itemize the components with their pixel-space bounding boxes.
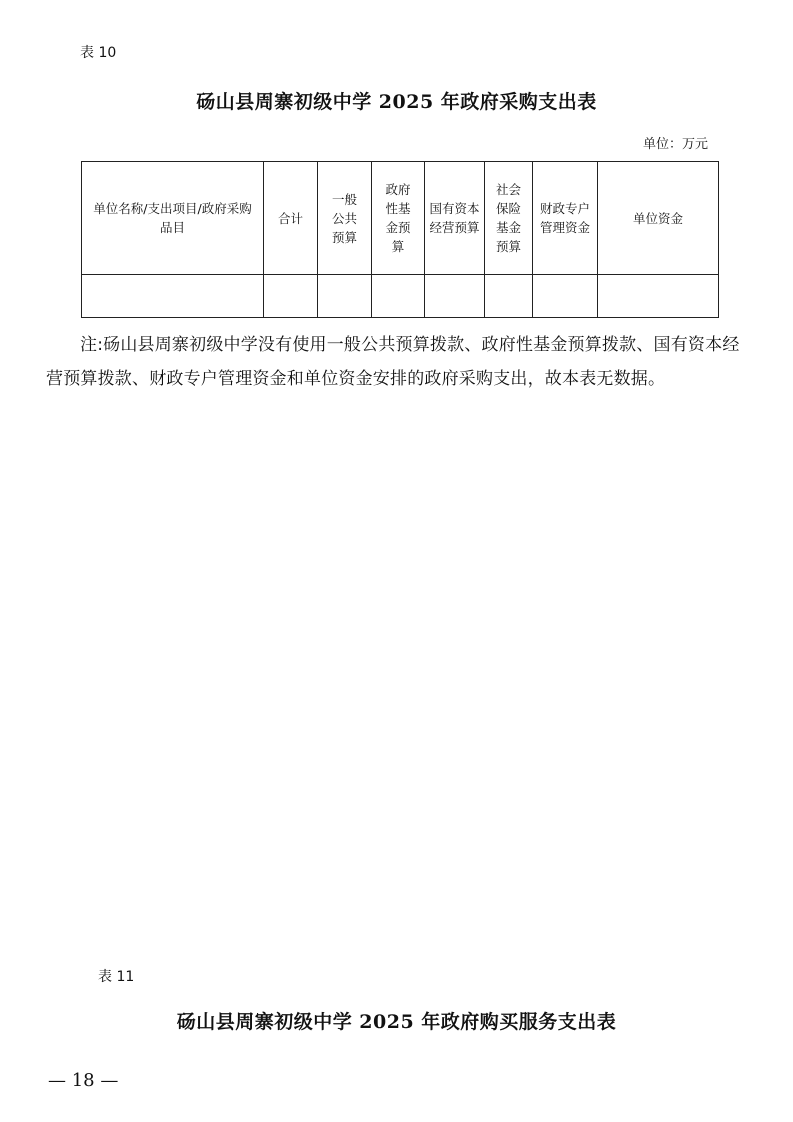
- table-row: [82, 275, 719, 318]
- unit-label: 单位：万元: [643, 137, 709, 152]
- header-social-insurance-budget: 社会保险基金预算: [485, 162, 533, 275]
- header-general-budget: 一般公共预算: [318, 162, 372, 275]
- header-unit-name: 单位名称/支出项目/政府采购品目: [82, 162, 264, 275]
- table-cell: [485, 275, 533, 318]
- table-cell: [372, 275, 425, 318]
- table-cell: [598, 275, 719, 318]
- table-cell: [264, 275, 318, 318]
- page-number: — 18 —: [48, 1070, 119, 1091]
- table11-label: 表 11: [98, 969, 135, 985]
- table10-title: 砀山县周寨初级中学 2025 年政府采购支出表: [196, 91, 597, 113]
- table10-label: 表 10: [80, 45, 117, 61]
- table-header-row: [82, 162, 719, 275]
- table-cell: [425, 275, 485, 318]
- header-special-account-funds: 财政专户管理资金: [533, 162, 598, 275]
- table10-note: 注:砀山县周寨初级中学没有使用一般公共预算拨款、政府性基金预算拨款、国有资本经营预算拨款、财政专户管理资金和单位资金安排的政府采购支出，故本表无数据。: [46, 335, 740, 389]
- header-state-capital-budget: 国有资本经营预算: [425, 162, 485, 275]
- header-unit-funds: 单位资金: [598, 162, 719, 275]
- table-cell: [318, 275, 372, 318]
- table-cell: [82, 275, 264, 318]
- table11-title: 砀山县周寨初级中学 2025 年政府购买服务支出表: [176, 1011, 617, 1033]
- procurement-table: [81, 161, 719, 318]
- header-total: 合计: [264, 162, 318, 275]
- header-gov-fund-budget: 政府性基金预算: [372, 162, 425, 275]
- table-cell: [533, 275, 598, 318]
